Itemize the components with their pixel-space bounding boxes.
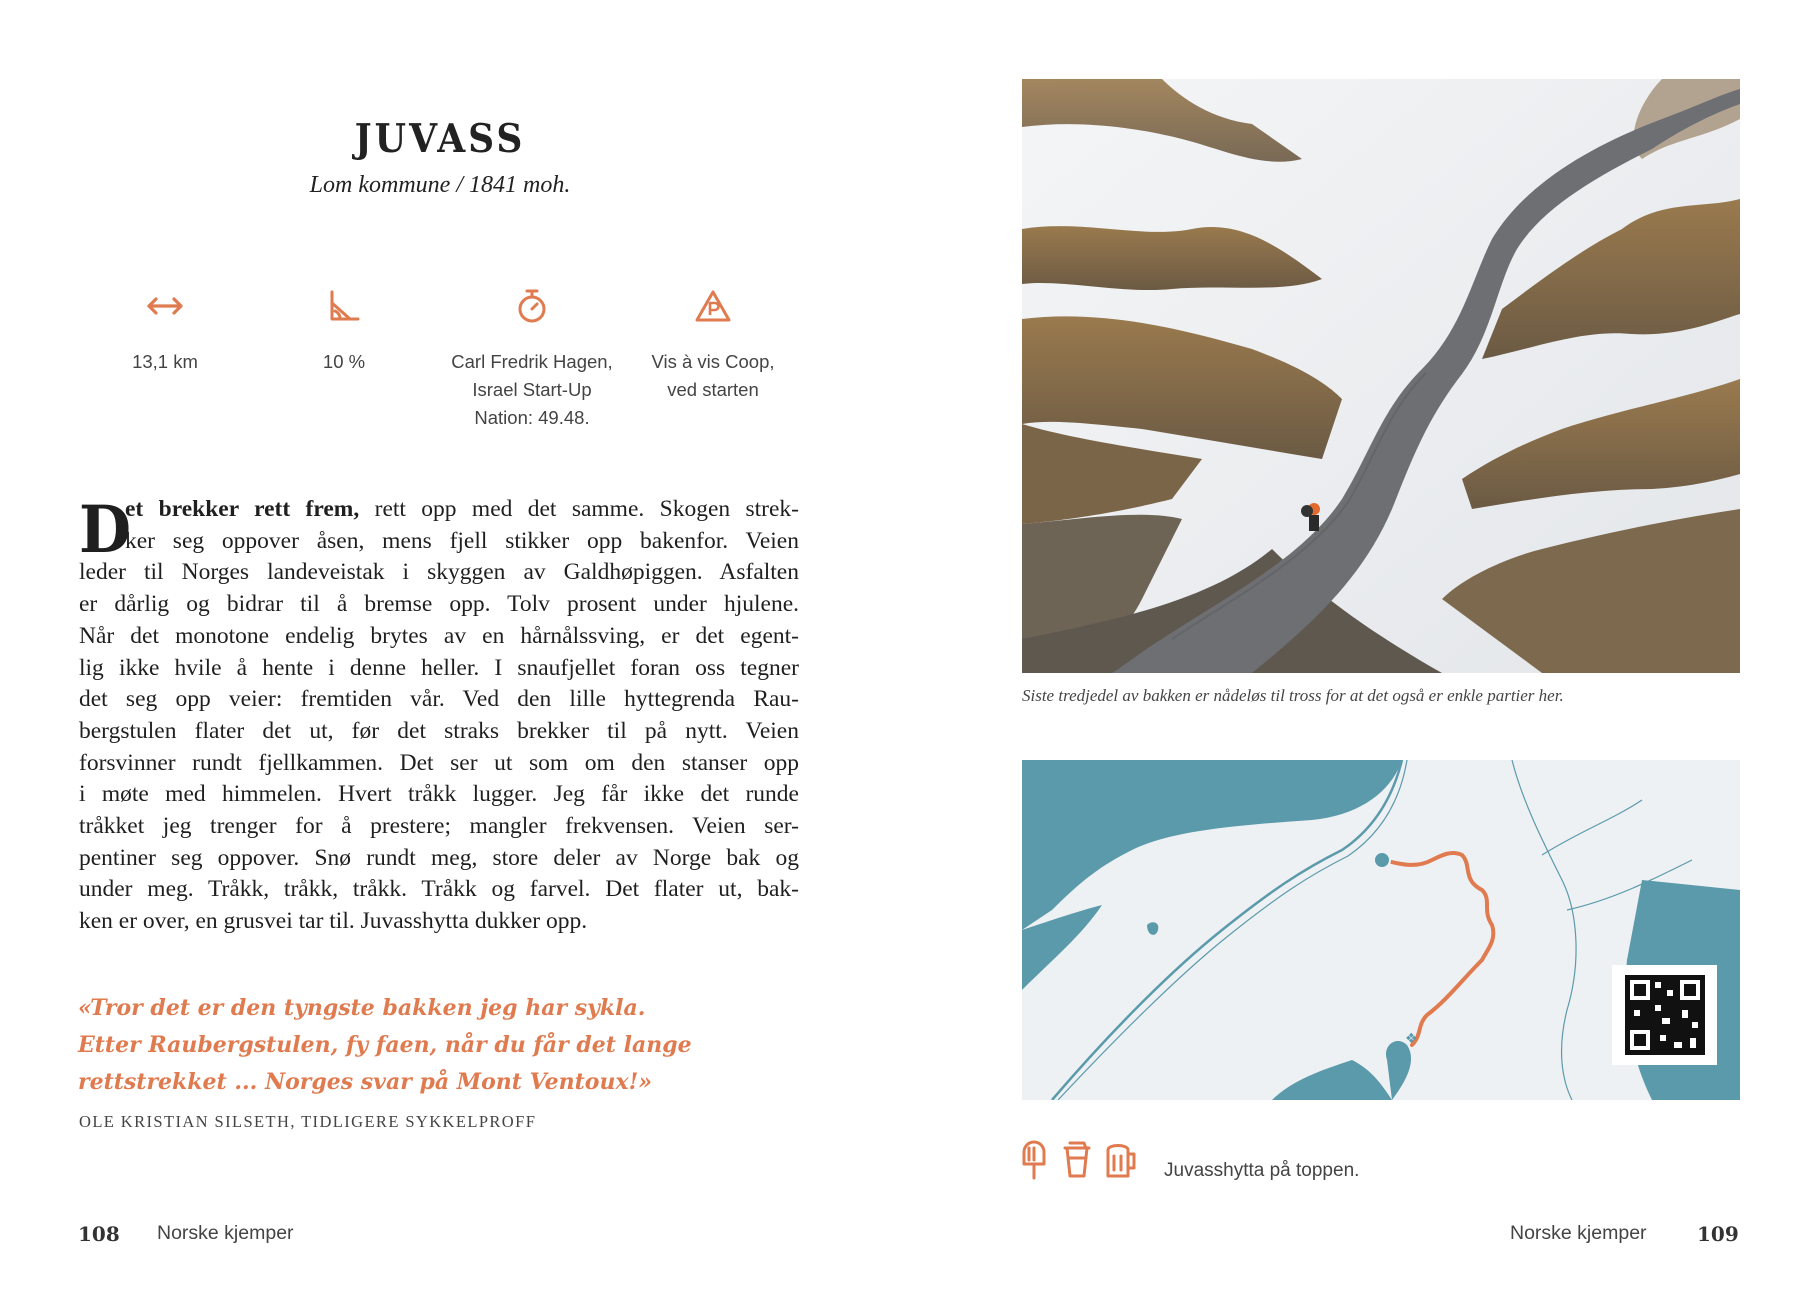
stat-gradient [244, 286, 444, 376]
body-line: tråkket jeg trenger for å prestere; mangler frekvensen. Veien ser- [79, 813, 799, 840]
stat-parking-value: Vis à vis Coop, ved starten [651, 351, 775, 400]
gradient-slope-icon [244, 286, 444, 326]
road-photo [1022, 79, 1740, 673]
page-subtitle: Lom kommune / 1841 moh. [309, 172, 571, 198]
quote-attribution: OLE KRISTIAN SILSETH, TIDLIGERE SYKKELPROFF [79, 1112, 537, 1131]
body-line: forsvinner rundt fjellkammen. Det ser ut som om den stanser opp [79, 749, 799, 776]
stat-gradient-value: 10 % [322, 351, 366, 372]
ice-cream-icon [1020, 1140, 1048, 1186]
quote-line: rettstrekket ... Norges svar på Mont Ventoux!» [78, 1069, 652, 1095]
body-line: et brekker rett frem, rett opp med det samme. Skogen strek- [125, 496, 799, 522]
body-line: ker seg oppover åsen, mens fjell stikker opp bakenfor. Veien [125, 527, 799, 554]
parking-icon [613, 286, 813, 326]
amenity-text: Juvasshytta på toppen. [1164, 1160, 1360, 1181]
quote-line: Etter Raubergstulen, fy faen, når du får det lange [78, 1032, 692, 1058]
section-label-right: Norske kjemper [1510, 1222, 1647, 1244]
beer-mug-icon [1104, 1140, 1140, 1184]
coffee-cup-icon [1062, 1140, 1092, 1184]
body-line: bergstulen flater det ut, før det straks brekker til på nytt. Veien [79, 717, 799, 744]
stopwatch-icon [432, 286, 632, 326]
stat-record [432, 286, 632, 432]
body-line: er dårlig og bidrar til å bremse opp. Tolv prosent under hjulene. [79, 591, 799, 618]
pull-quote [78, 990, 798, 1101]
distance-arrows-icon [65, 286, 265, 326]
body-text [79, 494, 799, 938]
body-lead: et brekker rett frem, [125, 496, 360, 522]
body-line: Når det monotone endelig brytes av en hårnålssving, er det egent- [79, 622, 799, 649]
stat-parking [613, 286, 813, 404]
section-label-left: Norske kjemper [157, 1222, 294, 1244]
body-line: under meg. Tråkk, tråkk, tråkk. Tråkk og farvel. Det flater ut, bak- [79, 876, 799, 903]
route-map [1022, 760, 1740, 1100]
stat-record-value: Carl Fredrik Hagen, Israel Start-Up Nation: 49.48. [451, 351, 613, 428]
photo-caption: Siste tredjedel av bakken er nådeløs til tross for at det også er enkle partier her. [1022, 686, 1564, 705]
drop-cap: D [79, 492, 132, 569]
body-line: det seg opp veier: fremtiden vår. Ved den lille hyttegrenda Rau- [79, 686, 799, 713]
quote-line: «Tror det er den tyngste bakken jeg har sykla. [78, 995, 646, 1021]
svg-text:❖: ❖ [1405, 1031, 1418, 1047]
body-line: lig ikke hvile å hente i denne heller. I snaufjellet foran oss tegner [79, 654, 799, 681]
body-line: ken er over, en grusvei tar til. Juvasshytta dukker opp. [79, 908, 588, 935]
body-line: leder til Norges landeveistak i skyggen av Galdhøpiggen. Asfalten [79, 559, 799, 586]
page-number-left: 108 [78, 1222, 120, 1246]
stat-distance-value: 13,1 km [132, 351, 198, 372]
page-title: JUVASS [354, 116, 526, 162]
body-line: i møte med himmelen. Hvert tråkk lugger. Jeg får ikke det runde [79, 781, 799, 808]
stat-distance [65, 286, 265, 376]
page-number-right: 109 [1697, 1222, 1739, 1246]
body-line: pentiner seg oppover. Snø rundt meg, store deler av Norge bak og [79, 844, 799, 871]
